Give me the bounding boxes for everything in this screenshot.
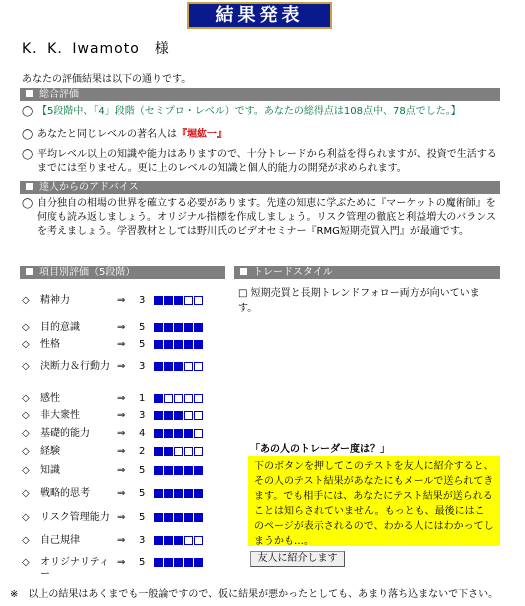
empty-square-icon: [194, 429, 203, 438]
friend-description: 下のボタンを押してこのテストを友人に紹介すると、その人のテスト結果があなたにもメールで送られてきます。でも相手には、あなたにテスト結果が送られることは知らされていません。もっとも、最後にはこのページが表示されるので、わかる人にはわかってしまうかも…。: [248, 456, 500, 546]
item-score: 4: [139, 428, 146, 439]
filled-square-icon: [154, 296, 163, 305]
friend-title: 「あの人のトレーダー度は？」: [250, 444, 390, 455]
item-label: 感性: [40, 393, 60, 404]
arrow-icon: ⇒: [117, 557, 126, 568]
item-label: 戦略的思考: [40, 488, 90, 499]
arrow-icon: ⇒: [117, 322, 126, 333]
empty-square-icon: [184, 362, 193, 371]
filled-square-icon: [174, 411, 183, 420]
score-bar: [154, 411, 204, 420]
item-row: [22, 551, 222, 580]
filled-square-icon: [174, 323, 183, 332]
user-name: K．K．Iwamoto 様: [22, 41, 170, 57]
filled-square-icon: [194, 323, 203, 332]
filled-square-icon: [164, 558, 173, 567]
intro-text: あなたの評価結果は以下の通りです。: [22, 74, 192, 85]
filled-square-icon: [184, 323, 193, 332]
filled-square-icon: [164, 489, 173, 498]
square-icon: [26, 183, 33, 190]
score-bar: [154, 323, 204, 332]
filled-square-icon: [174, 362, 183, 371]
score-bar: [154, 362, 204, 371]
circle-icon: ◯: [22, 149, 34, 160]
famous-name: 『堀紘一』: [177, 129, 227, 140]
item-label: リスク管理能力: [40, 512, 110, 523]
diamond-icon: ◇: [22, 557, 30, 568]
empty-square-icon: [184, 296, 193, 305]
diamond-icon: ◇: [22, 295, 30, 306]
filled-square-icon: [164, 296, 173, 305]
filled-square-icon: [184, 558, 193, 567]
trade-style-text: □ 短期売買と長期トレンドフォロー両方が向いています。: [238, 288, 480, 314]
diamond-icon: ◇: [22, 428, 30, 439]
section-advice: 達人からのアドバイス: [20, 181, 500, 194]
diamond-icon: ◇: [22, 535, 30, 546]
arrow-icon: ⇒: [117, 512, 126, 523]
item-score: 2: [139, 446, 146, 457]
item-score: 1: [139, 393, 146, 404]
diamond-icon: ◇: [22, 393, 30, 404]
overall-level: ◯ 【5段階中、「4」段階（セミプロ・レベル）です。あなたの総得点は108点中、78点でした。】: [22, 106, 461, 117]
empty-square-icon: [194, 536, 203, 545]
overall-famous: ◯ あなたと同じレベルの著名人は『堀紘一』: [22, 129, 227, 140]
item-label: 決断力＆行動力: [40, 361, 110, 372]
filled-square-icon: [164, 466, 173, 475]
filled-square-icon: [154, 558, 163, 567]
diamond-icon: ◇: [22, 512, 30, 523]
filled-square-icon: [174, 489, 183, 498]
diamond-icon: ◇: [22, 465, 30, 476]
empty-square-icon: [164, 394, 173, 403]
item-score: 3: [139, 410, 146, 421]
filled-square-icon: [174, 466, 183, 475]
arrow-icon: ⇒: [117, 488, 126, 499]
filled-square-icon: [174, 536, 183, 545]
item-label: 自己規律: [40, 535, 80, 546]
score-bar: [154, 536, 204, 545]
circle-icon: ◯: [22, 106, 34, 117]
filled-square-icon: [194, 558, 203, 567]
item-label: 精神力: [40, 295, 70, 306]
arrow-icon: ⇒: [117, 361, 126, 372]
empty-square-icon: [174, 394, 183, 403]
item-label: 目的意識: [40, 322, 80, 333]
advice-text: ◯ 自分独自の相場の世界を確立する必要があります。先達の知恵に学ぶために『マーケットの魔術師』を何度も読み返しましょう。オリジナル指標を作成しましょう。リスク管理の徹底と利益増大のバランスを考えましょう。学習教材としては野川氏のビデオセミナー『RMG短期売買入門』が最適です。: [22, 198, 496, 237]
empty-square-icon: [184, 536, 193, 545]
filled-square-icon: [154, 362, 163, 371]
empty-square-icon: [184, 394, 193, 403]
item-score: 5: [139, 339, 146, 350]
square-icon: [26, 268, 33, 275]
item-row: [22, 289, 222, 315]
empty-square-icon: [194, 362, 203, 371]
diamond-icon: ◇: [22, 361, 30, 372]
square-icon: [26, 90, 33, 97]
filled-square-icon: [154, 513, 163, 522]
item-score: 3: [139, 295, 146, 306]
filled-square-icon: [174, 513, 183, 522]
arrow-icon: ⇒: [117, 295, 126, 306]
filled-square-icon: [154, 340, 163, 349]
score-bar: [154, 429, 204, 438]
empty-square-icon: [174, 447, 183, 456]
circle-icon: ◯: [22, 198, 34, 209]
filled-square-icon: [184, 429, 193, 438]
item-label: 性格: [40, 339, 60, 350]
filled-square-icon: [154, 323, 163, 332]
section-overall: 総合評価: [20, 88, 500, 101]
arrow-icon: ⇒: [117, 535, 126, 546]
diamond-icon: ◇: [22, 446, 30, 457]
score-bar: [154, 558, 204, 567]
filled-square-icon: [194, 340, 203, 349]
item-score: 5: [139, 557, 146, 568]
item-label: 知識: [40, 465, 60, 476]
item-score: 5: [139, 512, 146, 523]
filled-square-icon: [164, 513, 173, 522]
item-score: 3: [139, 361, 146, 372]
filled-square-icon: [154, 536, 163, 545]
filled-square-icon: [164, 340, 173, 349]
arrow-icon: ⇒: [117, 410, 126, 421]
overall-comment: ◯ 平均レベル以上の知識や能力はありますので、十分トレードから利益を得られますが、投資で生活するまでには至りません。更に上のレベルの知識と個人的能力の開発が求められます。: [22, 149, 497, 174]
item-row: [22, 482, 222, 508]
filled-square-icon: [174, 558, 183, 567]
section-items: 項目別評価（5段階）: [20, 266, 225, 279]
filled-square-icon: [164, 429, 173, 438]
filled-square-icon: [154, 394, 163, 403]
score-bar: [154, 340, 204, 349]
introduce-friend-button[interactable]: 友人に紹介します: [250, 551, 345, 567]
filled-square-icon: [164, 536, 173, 545]
empty-square-icon: [184, 411, 193, 420]
empty-square-icon: [194, 411, 203, 420]
filled-square-icon: [184, 340, 193, 349]
empty-square-icon: [194, 447, 203, 456]
item-score: 5: [139, 465, 146, 476]
score-bar: [154, 296, 204, 305]
item-label: 経験: [40, 446, 60, 457]
filled-square-icon: [154, 466, 163, 475]
item-score: 5: [139, 488, 146, 499]
arrow-icon: ⇒: [117, 339, 126, 350]
filled-square-icon: [154, 489, 163, 498]
score-bar: [154, 489, 204, 498]
section-trade: トレードスタイル: [234, 266, 500, 279]
diamond-icon: ◇: [22, 488, 30, 499]
item-row: [22, 355, 222, 381]
arrow-icon: ⇒: [117, 446, 126, 457]
arrow-icon: ⇒: [117, 393, 126, 404]
item-score: 5: [139, 322, 146, 333]
filled-square-icon: [174, 340, 183, 349]
empty-square-icon: [194, 394, 203, 403]
item-label: 非大衆性: [40, 410, 80, 421]
filled-square-icon: [194, 466, 203, 475]
footer-note: ※ 以上の結果はあくまでも一般論ですので、仮に結果が悪かったとしても、あまり落ち込まないで下さい。: [10, 589, 499, 600]
diamond-icon: ◇: [22, 410, 30, 421]
circle-icon: ◯: [22, 129, 34, 140]
square-icon: [240, 268, 247, 275]
filled-square-icon: [184, 466, 193, 475]
filled-square-icon: [164, 447, 173, 456]
score-bar: [154, 447, 204, 456]
empty-square-icon: [184, 447, 193, 456]
checkbox-icon: □: [238, 288, 248, 299]
item-score: 3: [139, 535, 146, 546]
filled-square-icon: [194, 489, 203, 498]
score-bar: [154, 466, 204, 475]
filled-square-icon: [174, 296, 183, 305]
filled-square-icon: [184, 513, 193, 522]
item-label: 基礎的能力: [40, 428, 90, 439]
result-banner: 結果発表: [187, 2, 332, 29]
filled-square-icon: [154, 411, 163, 420]
diamond-icon: ◇: [22, 339, 30, 350]
arrow-icon: ⇒: [117, 428, 126, 439]
arrow-icon: ⇒: [117, 465, 126, 476]
filled-square-icon: [154, 447, 163, 456]
score-bar: [154, 513, 204, 522]
diamond-icon: ◇: [22, 322, 30, 333]
filled-square-icon: [164, 362, 173, 371]
filled-square-icon: [194, 513, 203, 522]
score-bar: [154, 394, 204, 403]
filled-square-icon: [164, 323, 173, 332]
filled-square-icon: [154, 429, 163, 438]
empty-square-icon: [194, 296, 203, 305]
filled-square-icon: [184, 489, 193, 498]
item-label: オリジナリティー: [40, 557, 109, 580]
filled-square-icon: [164, 411, 173, 420]
filled-square-icon: [174, 429, 183, 438]
